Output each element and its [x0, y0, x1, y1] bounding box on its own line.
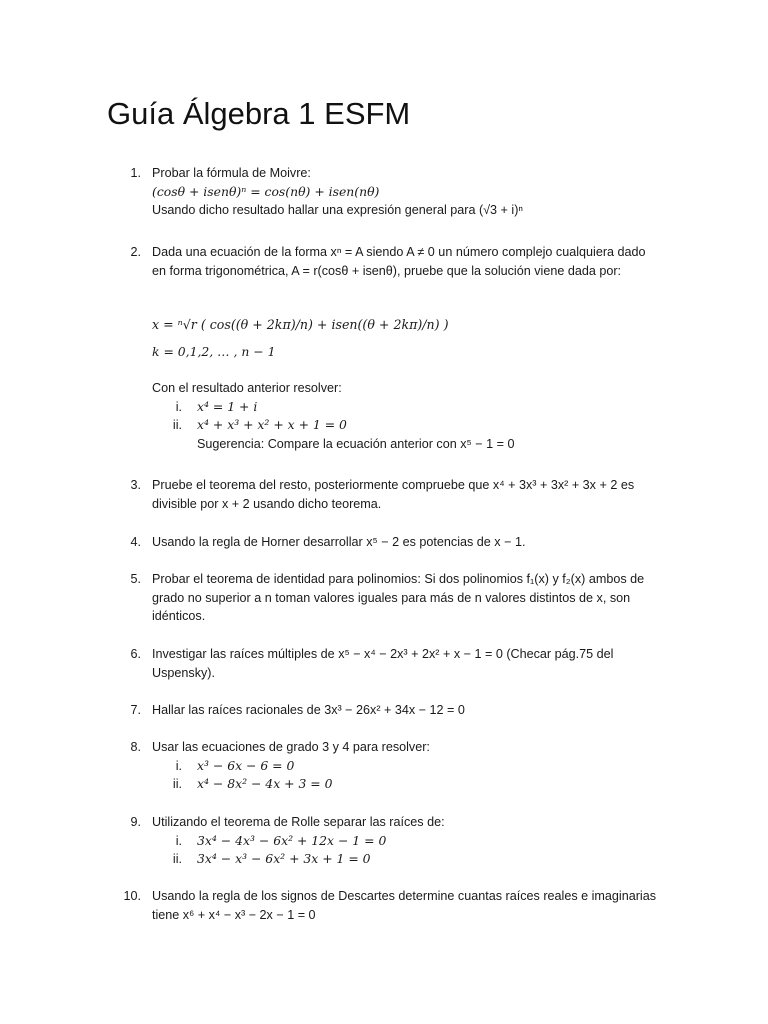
hint	[152, 435, 660, 454]
exercise-line: Con el resultado anterior resolver:	[152, 381, 342, 395]
subitem-formula: x⁴ = 1 + i	[197, 398, 258, 414]
exercise-line: Usando dicho resultado hallar una expresión general para (√3 + i)ⁿ	[152, 203, 523, 217]
subitem-formula: x⁴ − 8x² − 4x + 3 = 0	[197, 776, 333, 791]
exercise-line: Investigar las raíces múltiples de x⁵ − x⁴ − 2x³ + 2x² + x − 1 = 0 (Checar pág.75 del	[152, 647, 614, 661]
root-formula: x = ⁿ√r ( cos((θ + 2kπ)/n) + isen((θ + 2kπ)/n) )	[152, 317, 449, 332]
subitem-numeral: ii.	[172, 777, 182, 791]
exercise-line: Probar la fórmula de Moivre:	[152, 166, 311, 180]
exercise-line: Usar las ecuaciones de grado 3 y 4 para resolver:	[152, 740, 430, 754]
subitem	[152, 775, 660, 794]
exercise-number: 9.	[130, 815, 141, 829]
exercise-line: Pruebe el teorema del resto, posteriormente compruebe que x⁴ + 3x³ + 3x² + 3x + 2 es	[152, 478, 635, 492]
subitem	[152, 416, 660, 435]
formula-line: (cosθ + isenθ)ⁿ = cos(nθ) + isen(nθ)	[152, 183, 380, 199]
subitem-formula: 3x⁴ − x³ − 6x² + 3x + 1 = 0	[197, 851, 371, 866]
exercise-line: Usando la regla de Horner desarrollar x⁵ − 2 es potencias de x − 1.	[152, 535, 526, 549]
exercise-number: 6.	[130, 647, 141, 661]
exercise-line: en forma trigonométrica, A = r(cosθ + isenθ), pruebe que la solución viene dada por:	[152, 263, 622, 278]
exercise-line: Utilizando el teorema de Rolle separar las raíces de:	[152, 815, 445, 829]
exercise-number: 4.	[130, 535, 141, 549]
subitem	[152, 832, 660, 851]
k-values-formula: k = 0,1,2, … , n − 1	[152, 343, 276, 359]
subitem-formula: x³ − 6x − 6 = 0	[197, 757, 295, 773]
exercise-line: divisible por x + 2 usando dicho teorema.	[152, 496, 382, 511]
exercise-line: Dada una ecuación de la forma xⁿ = A siendo A ≠ 0 un número complejo cualquiera dado	[152, 245, 646, 259]
subitem	[152, 850, 660, 869]
subitem-numeral: i.	[175, 758, 182, 773]
exercise-number: 7.	[130, 703, 141, 717]
exercise-line: Probar el teorema de identidad para polinomios: Si dos polinomios f₁(x) y f₂(x) ambos de	[152, 572, 645, 586]
exercise-line: tiene x⁶ + x⁴ − x³ − 2x − 1 = 0	[152, 907, 316, 922]
exercise-number: 3.	[130, 478, 141, 492]
exercise-number: 5.	[130, 572, 141, 586]
subitem-numeral: ii.	[172, 418, 182, 432]
subitem	[152, 398, 660, 417]
subitem-formula: 3x⁴ − 4x³ − 6x² + 12x − 1 = 0	[197, 832, 387, 848]
subitem-numeral: ii.	[172, 852, 182, 866]
hint-text: Sugerencia: Compare la ecuación anterior con x⁵ − 1 = 0	[197, 436, 515, 451]
exercise-number: 1.	[130, 166, 141, 180]
subitem	[152, 757, 660, 776]
exercise-line: grado no superior a n toman valores iguales para más de n valores distintos de x, son	[152, 590, 631, 605]
exercise-line: idénticos.	[152, 609, 206, 623]
subitem-formula: x⁴ + x³ + x² + x + 1 = 0	[197, 417, 347, 432]
subitem-numeral: i.	[175, 399, 182, 414]
subitem-numeral: i.	[175, 833, 182, 848]
page-title: Guía Álgebra 1 ESFM	[107, 96, 411, 131]
exercise-line: Hallar las raíces racionales de 3x³ − 26x² + 34x − 12 = 0	[152, 703, 465, 717]
exercise-number: 2.	[130, 245, 141, 259]
exercise-line: Usando la regla de los signos de Descartes determine cuantas raíces reales e imaginarias	[152, 889, 657, 903]
exercise-line: Uspensky).	[152, 665, 215, 680]
exercise-number: 10.	[123, 889, 141, 903]
exercise-number: 8.	[130, 740, 141, 754]
